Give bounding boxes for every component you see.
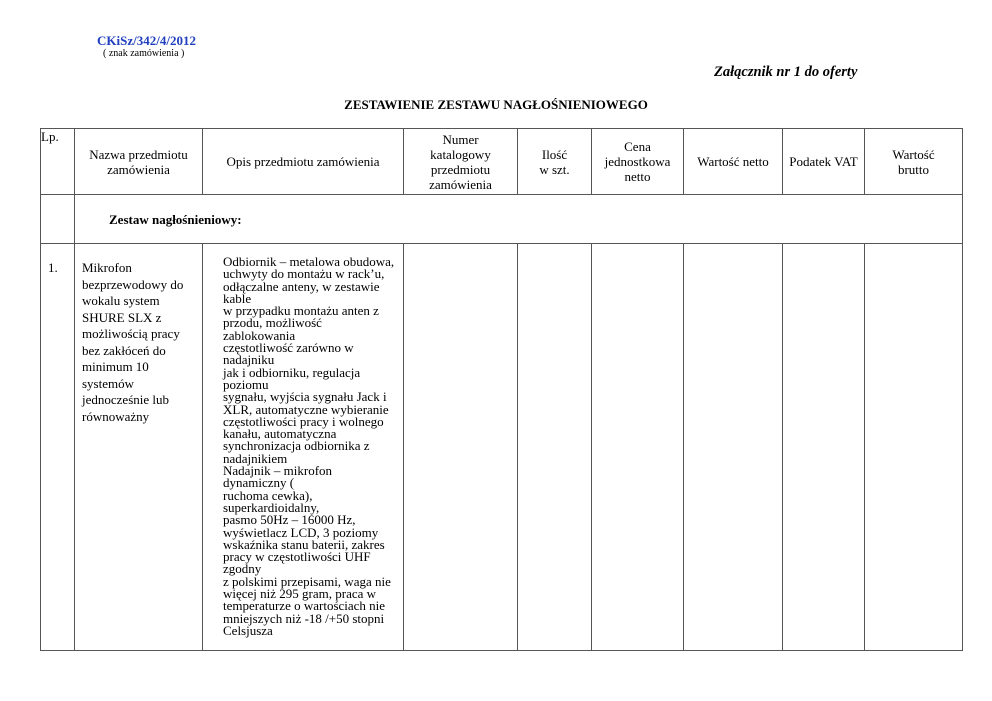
header-unit-price-net: Cena jednostkowa netto (592, 129, 684, 195)
row-lp: 1. (41, 244, 75, 651)
table-header-row (41, 129, 963, 195)
header-value-net: Wartość netto (684, 129, 783, 195)
row-quantity[interactable] (518, 244, 592, 651)
row-item-name: Mikrofon bezprzewodowy do wokalu system SHURE SLX z możliwością pracy bez zakłóceń do minimum 10 systemów jednocześnie lub równoważny (75, 244, 203, 651)
row-value-gross[interactable] (865, 244, 963, 651)
row-unit-price-net[interactable] (592, 244, 684, 651)
header-catalog-number: Numer katalogowy przedmiotu zamówienia (404, 129, 518, 195)
row-vat[interactable] (783, 244, 865, 651)
order-reference-note: ( znak zamówienia ) (103, 48, 185, 59)
annex-label: Załącznik nr 1 do oferty (714, 64, 858, 80)
header-item-name: Nazwa przedmiotu zamówienia (75, 129, 203, 195)
header-lp: Lp. (41, 129, 75, 195)
document-title: ZESTAWIENIE ZESTAWU NAGŁOŚNIENIOWEGO (344, 97, 648, 112)
section-row (41, 195, 963, 244)
section-title: Zestaw nagłośnieniowy: (75, 195, 963, 244)
header-description: Opis przedmiotu zamówienia (203, 129, 404, 195)
offer-table (40, 128, 963, 651)
header-value-gross: Wartość brutto (865, 129, 963, 195)
header-quantity: Ilość w szt. (518, 129, 592, 195)
row-catalog-number[interactable] (404, 244, 518, 651)
table-row (41, 244, 963, 651)
row-value-net[interactable] (684, 244, 783, 651)
header-vat: Podatek VAT (783, 129, 865, 195)
row-description: Odbiornik – metalowa obudowa, uchwyty do montażu w rack’u, odłączalne anteny, w zestawie kable w przypadku montażu anten z przodu, możliwość zablokowania częstotliwość zarówno w nadajniku jak i odbiorniku, regulacja poziomu sygnału, wyjścia sygnału Jack i XLR, automatyczne wybieranie częstotliwości pracy i wolnego kanału, automatyczna synchronizacja odbiornika z nadajnikiem Nadajnik – mikrofon dynamiczny ( ruchoma cewka), superkardioidalny, pasmo 50Hz – 16000 Hz, wyświetlacz LCD, 3 poziomy wskaźnika stanu baterii, zakres pracy w częstotliwości UHF zgodny z polskimi przepisami, waga nie więcej niż 295 gram, praca w temperaturze o wartościach nie mniejszych niż -18 /+50 stopni Celsjusza (203, 244, 404, 651)
order-reference-code: CKiSz/342/4/2012 (97, 33, 196, 48)
